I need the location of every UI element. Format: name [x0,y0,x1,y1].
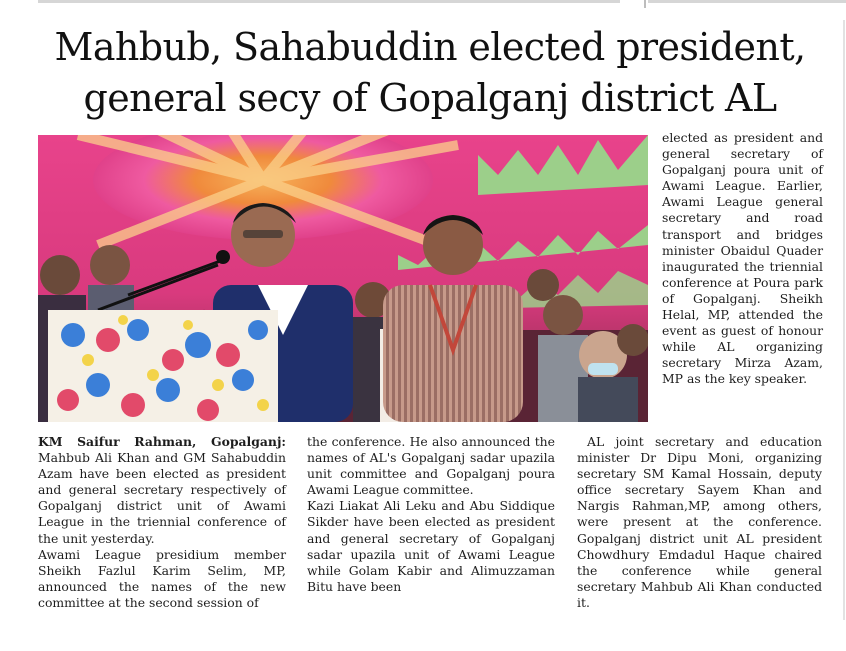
lead-paragraph [38,434,286,547]
flower-podium [48,310,278,422]
top-rule [38,0,620,3]
paragraph-3: the conference. He also announced the names of AL's Gopalganj sadar upazila unit committee and Gopalganj poura Awami League committee. [307,434,555,498]
article-column-3 [577,434,822,611]
paragraph-2: Awami League presidium member Sheikh Fazlul Karim Selim, MP, announced the names of the new committee at the second session of [38,546,286,610]
article-column-2 [307,434,555,595]
article-column-right-top [662,130,823,388]
article-column-1 [38,434,286,611]
paragraph-4: Kazi Liakat Ali Leku and Abu Siddique Sikder have been elected as president and general secretary of Gopalganj sadar upazila unit of Awami League while Golam Kabir and Alimuzzaman Bitu have been [307,498,555,594]
lead-text: Mahbub Ali Khan and GM Sahabuddin Azam have been elected as president and general secretary respectively of Gopalganj district unit of Awami League in the triennial conference of the unit yesterday. [38,450,286,546]
top-rule-right [648,0,846,3]
article-headline: Mahbub, Sahabuddin elected president, general secy of Gopalganj district AL [54,25,806,120]
paragraph-6: AL joint secretary and education minister Dr Dipu Moni, organizing secretary SM Kamal Hossain, deputy office secretary Sayem Khan and Nargis Rahman,MP, among others, were present at the conference. Gopalganj district unit AL president Chowdhury Emdadul Haque chaired the conference while general secretary Mahbub Ali Khan conducted it. [577,434,822,610]
paragraph-5: elected as president and general secretary of Gopalganj poura unit of Awami League. Earlier, Awami League general secretary and road transport and bridges minister Obaidul Quader inaugurated the triennial conference at Poura park of Gopalganj. Sheikh Helal, MP, attended the event as guest of honour while AL organizing secretary Mirza Azam, MP as the key speaker. [662,130,823,387]
top-rule-tick [644,0,646,8]
article-photo [38,135,648,422]
conference-photo-illustration [38,135,648,422]
right-column-rule [843,20,845,620]
microphone-head [216,250,230,264]
byline: KM Saifur Rahman, Gopalganj: [38,434,286,449]
